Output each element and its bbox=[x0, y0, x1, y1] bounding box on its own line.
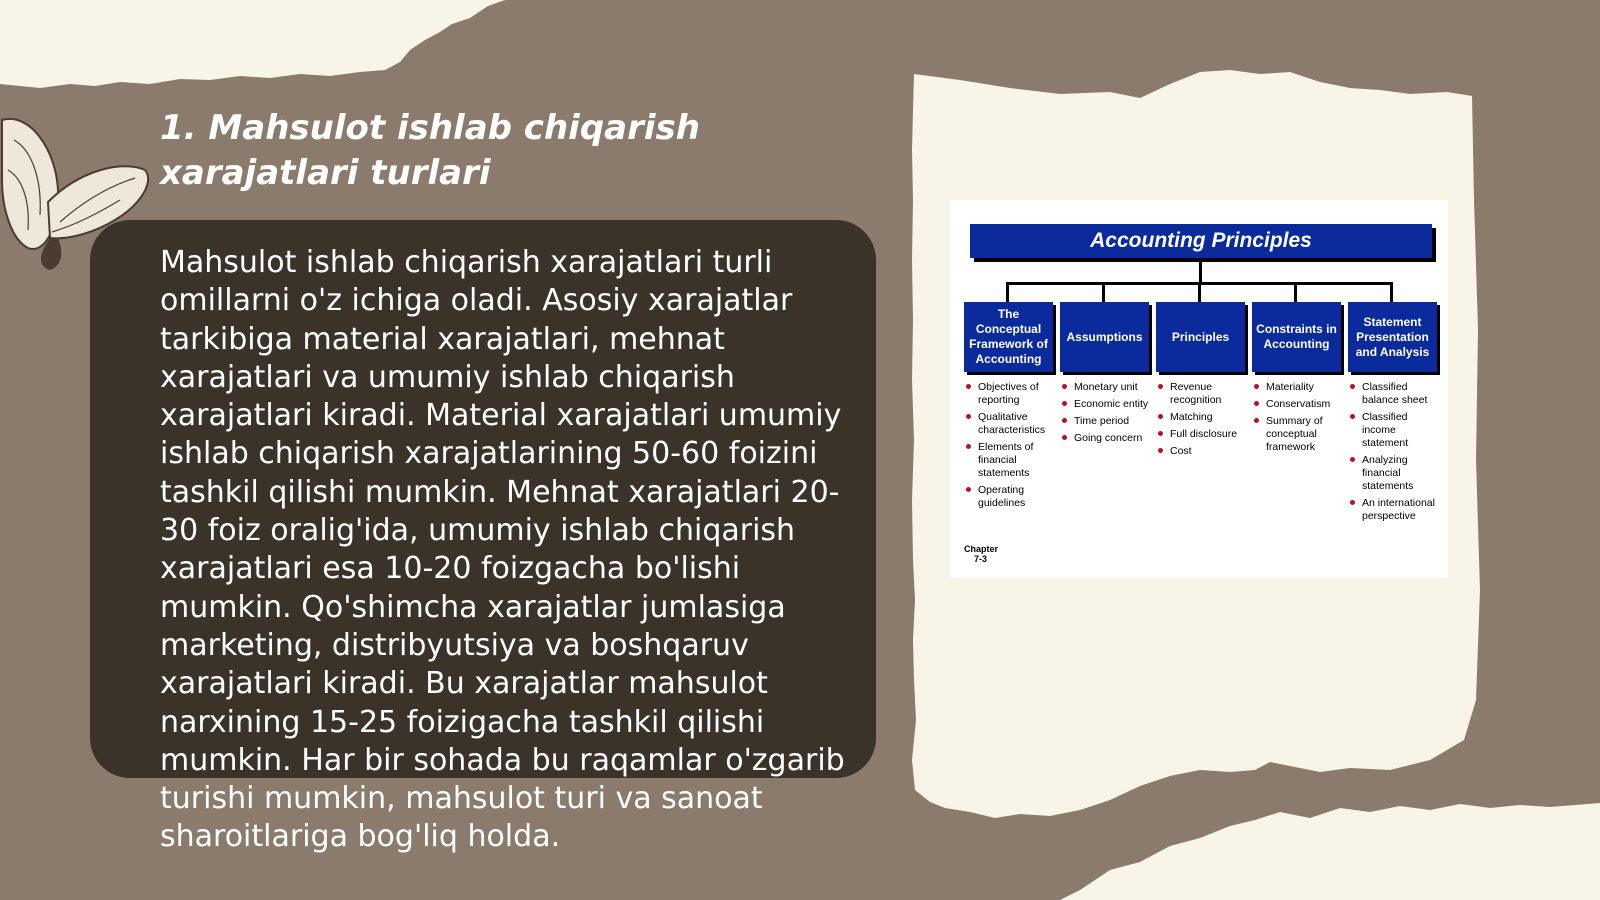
list-item: Operating guidelines bbox=[964, 484, 1060, 510]
chapter-number: 7-3 bbox=[974, 554, 988, 564]
list-item: Summary of conceptual framework bbox=[1252, 415, 1348, 454]
bullet-icon bbox=[1062, 401, 1067, 406]
bullet-icon bbox=[966, 487, 971, 492]
column-header-statement-presentation: Statement Presentation and Analysis bbox=[1348, 302, 1437, 372]
bullet-icon bbox=[1158, 448, 1163, 453]
bullet-icon bbox=[1158, 414, 1163, 419]
column-header-principles: Principles bbox=[1156, 302, 1245, 372]
bullet-icon bbox=[1158, 431, 1163, 436]
bullet-icon bbox=[1254, 418, 1259, 423]
bullet-icon bbox=[1254, 384, 1259, 389]
connector-trunk bbox=[1199, 258, 1202, 284]
list-item: Economic entity bbox=[1060, 398, 1156, 411]
bullet-icon bbox=[1062, 384, 1067, 389]
list-item: Conservatism bbox=[1252, 398, 1348, 411]
bullet-icon bbox=[1062, 418, 1067, 423]
slide-title: 1. Mahsulot ishlab chiqarish xarajatlari turlari bbox=[160, 108, 700, 193]
connector-drop-1 bbox=[1006, 282, 1009, 302]
accounting-principles-diagram bbox=[950, 200, 1448, 578]
list-item: Time period bbox=[1060, 415, 1156, 428]
list-item: Analyzing financial statements bbox=[1348, 454, 1444, 493]
chapter-label: Chapter bbox=[964, 544, 999, 554]
bullet-icon bbox=[1350, 384, 1355, 389]
list-item: Monetary unit bbox=[1060, 381, 1156, 394]
list-item: An international perspective bbox=[1348, 497, 1444, 523]
connector-drop-3 bbox=[1198, 282, 1201, 302]
list-item: Revenue recognition bbox=[1156, 381, 1252, 407]
list-item: Matching bbox=[1156, 411, 1252, 424]
bullet-icon bbox=[966, 414, 971, 419]
list-item: Materiality bbox=[1252, 381, 1348, 394]
body-paragraph: Mahsulot ishlab chiqarish xarajatlari turli omillarni o'z ichiga oladi. Asosiy xarajatlar tarkibiga material xarajatlari, mehnat xarajatlari va umumiy ishlab chiqarish xarajatlari kiradi. Material xarajatlari umumiy ishlab chiqarish xarajatlarining 50-60 foizini tashkil qilishi mumkin. Mehnat xarajatlari 20-30 foiz oralig'ida, umumiy ishlab chiqarish xarajatlari esa 10-20 foizgacha bo'lishi mumkin. Qo'shimcha xarajatlar jumlasiga marketing, distribyutsiya va boshqaruv xarajatlari kiradi. Bu xarajatlar mahsulot narxining 15-25 foizigacha tashkil qilishi mumkin. Har bir sohada bu raqamlar o'zgarib turishi mumkin, mahsulot turi va sanoat sharoitlariga bog'liq holda. bbox=[160, 245, 845, 855]
column-list-conceptual-framework bbox=[964, 381, 1060, 514]
bullet-icon bbox=[966, 444, 971, 449]
column-header-assumptions: Assumptions bbox=[1060, 302, 1149, 372]
bullet-icon bbox=[1350, 457, 1355, 462]
column-list-statement-presentation bbox=[1348, 381, 1444, 527]
connector-drop-4 bbox=[1294, 282, 1297, 302]
list-item: Going concern bbox=[1060, 432, 1156, 445]
list-item: Full disclosure bbox=[1156, 428, 1252, 441]
bullet-icon bbox=[966, 384, 971, 389]
bullet-icon bbox=[1350, 500, 1355, 505]
torn-paper-bottom-right bbox=[1060, 803, 1600, 900]
list-item: Classified income statement bbox=[1348, 411, 1444, 450]
list-item: Cost bbox=[1156, 445, 1252, 458]
diagram-title: Accounting Principles bbox=[970, 224, 1432, 258]
connector-drop-5 bbox=[1390, 282, 1393, 302]
list-item: Objectives of reporting bbox=[964, 381, 1060, 407]
torn-paper-top-left bbox=[0, 0, 505, 88]
connector-drop-2 bbox=[1102, 282, 1105, 302]
column-list-constraints bbox=[1252, 381, 1348, 458]
list-item: Qualitative characteristics bbox=[964, 411, 1060, 437]
list-item: Classified balance sheet bbox=[1348, 381, 1444, 407]
list-item: Elements of financial statements bbox=[964, 441, 1060, 480]
column-header-conceptual-framework: The Conceptual Framework of Accounting bbox=[964, 302, 1053, 372]
column-list-principles bbox=[1156, 381, 1252, 462]
bullet-icon bbox=[1062, 435, 1067, 440]
bullet-icon bbox=[1254, 401, 1259, 406]
column-header-constraints: Constraints in Accounting bbox=[1252, 302, 1341, 372]
chapter-reference bbox=[964, 544, 1014, 564]
bullet-icon bbox=[1158, 384, 1163, 389]
column-list-assumptions bbox=[1060, 381, 1156, 449]
bullet-icon bbox=[1350, 414, 1355, 419]
